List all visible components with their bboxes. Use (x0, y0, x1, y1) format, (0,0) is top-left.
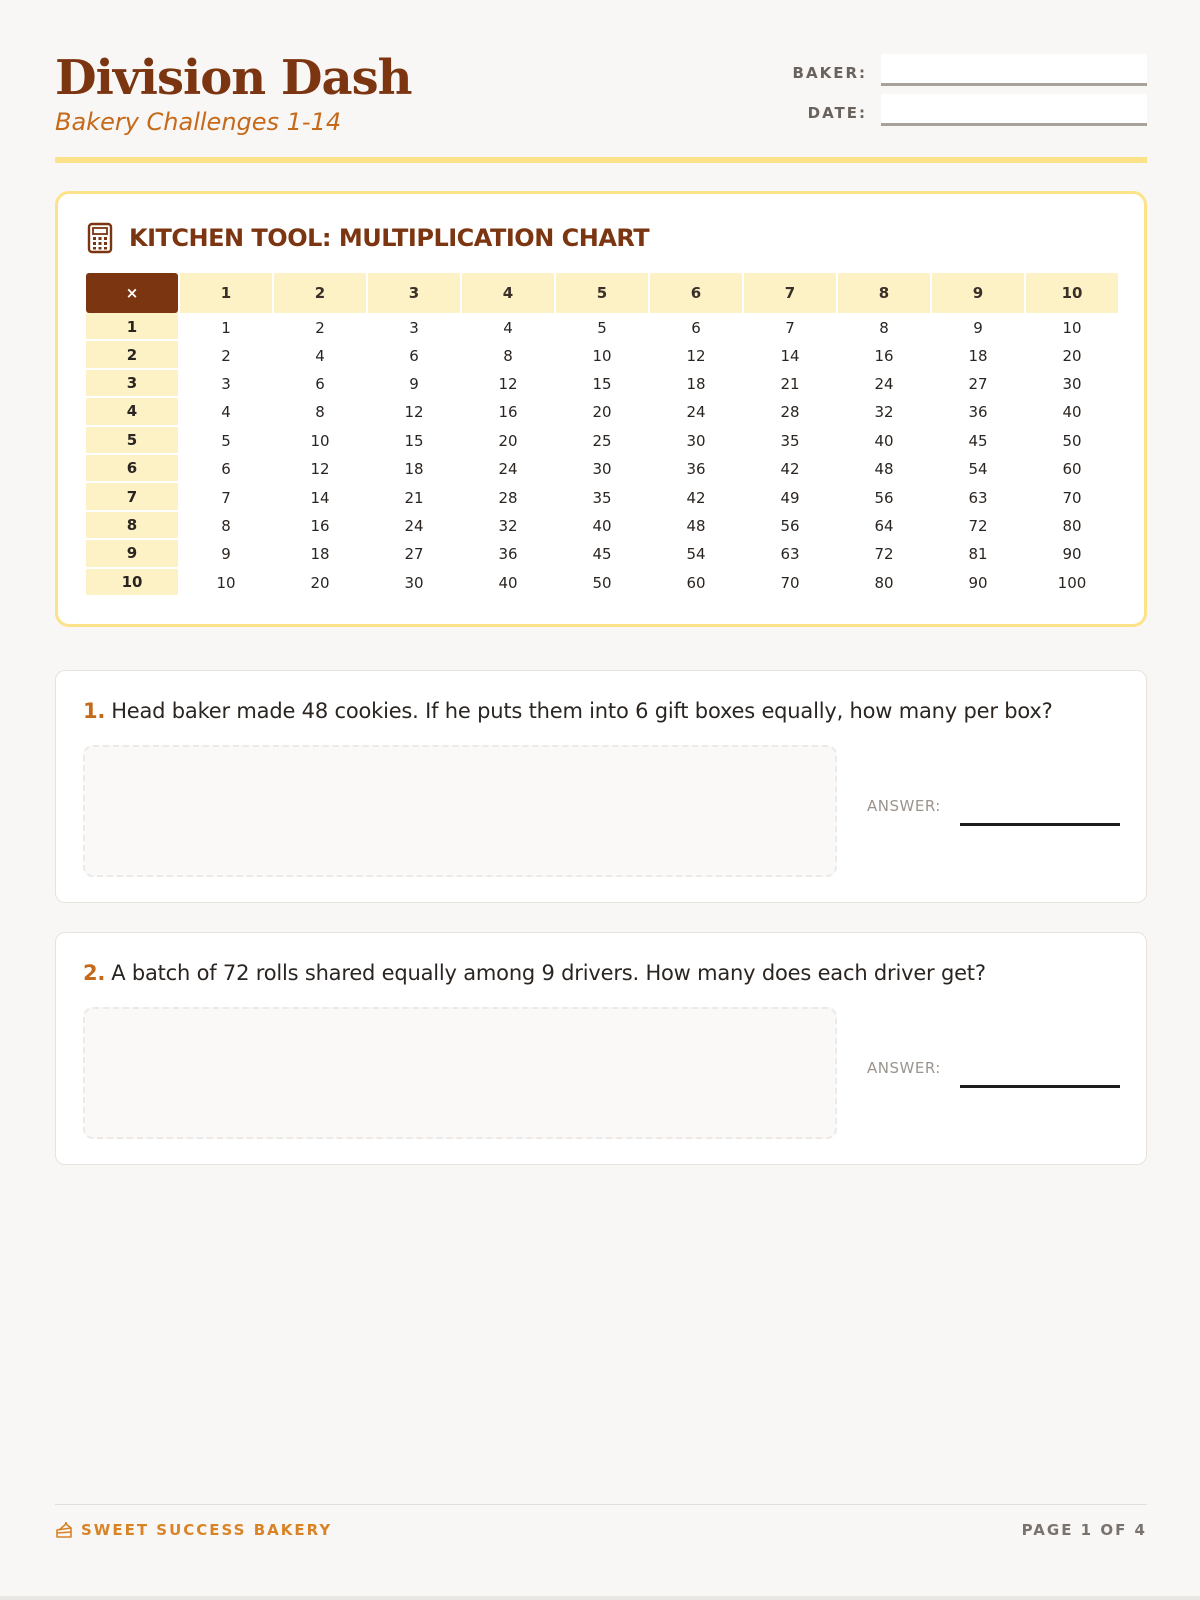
table-cell: 15 (592, 374, 612, 393)
row-header: 5 (86, 427, 178, 455)
table-cell: 9 (221, 545, 231, 564)
table-row (86, 540, 1118, 568)
row-header: 7 (86, 483, 178, 511)
table-cell: 40 (592, 516, 612, 535)
table-header-row (86, 273, 1118, 313)
row-header: 8 (86, 512, 178, 540)
table-row (86, 313, 1118, 341)
table-cell: 72 (968, 516, 988, 535)
table-cell: 30 (592, 460, 612, 479)
table-cell: 36 (686, 460, 706, 479)
chart-heading (87, 222, 649, 254)
row-header: 2 (86, 341, 178, 369)
table-cell: 54 (686, 545, 706, 564)
table-cell: 18 (404, 460, 424, 479)
table-cell: 5 (221, 431, 231, 450)
table-cell: 24 (686, 403, 706, 422)
table-cell: 30 (1062, 374, 1082, 393)
table-cell: 72 (874, 545, 894, 564)
problem-text: Head baker made 48 cookies. If he puts them into 6 gift boxes equally, how many per box? (111, 699, 1053, 723)
header (55, 50, 1147, 150)
table-cell: 7 (221, 488, 231, 507)
table-cell: 42 (780, 460, 800, 479)
table-cell: 35 (592, 488, 612, 507)
column-header: 7 (744, 273, 836, 313)
table-cell: 8 (221, 516, 231, 535)
table-cell: 10 (310, 431, 330, 450)
table-cell: 16 (498, 403, 518, 422)
table-cell: 50 (592, 573, 612, 592)
table-corner: × (86, 273, 178, 313)
table-cell: 80 (1062, 516, 1082, 535)
row-header: 9 (86, 540, 178, 568)
table-cell: 14 (780, 346, 800, 365)
column-header: 5 (556, 273, 648, 313)
table-row (86, 341, 1118, 369)
table-cell: 2 (315, 319, 325, 338)
table-cell: 28 (780, 403, 800, 422)
table-cell: 54 (968, 460, 988, 479)
column-header: 4 (462, 273, 554, 313)
problem-card (55, 932, 1147, 1165)
table-row (86, 569, 1118, 597)
table-cell: 1 (221, 319, 231, 338)
header-divider (55, 157, 1147, 163)
table-cell: 3 (221, 374, 231, 393)
table-cell: 24 (498, 460, 518, 479)
table-cell: 20 (310, 573, 330, 592)
table-cell: 20 (498, 431, 518, 450)
answer-label: ANSWER: (867, 797, 941, 815)
table-cell: 3 (409, 319, 419, 338)
column-header: 10 (1026, 273, 1118, 313)
table-row (86, 512, 1118, 540)
table-cell: 56 (874, 488, 894, 507)
table-cell: 63 (968, 488, 988, 507)
table-cell: 21 (404, 488, 424, 507)
table-cell: 10 (592, 346, 612, 365)
row-header: 10 (86, 569, 178, 597)
table-cell: 7 (785, 319, 795, 338)
table-cell: 27 (404, 545, 424, 564)
baker-row (757, 54, 1147, 86)
problem-number: 1. (83, 699, 106, 723)
cake-icon (55, 1521, 73, 1539)
page-title: Division Dash (55, 50, 412, 106)
date-field[interactable] (881, 94, 1147, 126)
chart-title: KITCHEN TOOL: MULTIPLICATION CHART (129, 224, 650, 252)
table-cell: 40 (874, 431, 894, 450)
column-header: 3 (368, 273, 460, 313)
page-subtitle: Bakery Challenges 1-14 (55, 108, 342, 136)
table-cell: 18 (968, 346, 988, 365)
bottom-band (0, 1596, 1200, 1600)
table-cell: 32 (874, 403, 894, 422)
table-cell: 32 (498, 516, 518, 535)
footer-divider (55, 1504, 1147, 1505)
table-cell: 6 (221, 460, 231, 479)
table-cell: 4 (503, 319, 513, 338)
table-cell: 15 (404, 431, 424, 450)
table-cell: 30 (404, 573, 424, 592)
table-cell: 24 (404, 516, 424, 535)
table-cell: 12 (404, 403, 424, 422)
table-cell: 40 (498, 573, 518, 592)
calculator-icon (87, 222, 113, 254)
column-header: 9 (932, 273, 1024, 313)
row-header: 3 (86, 370, 178, 398)
problem-text: A batch of 72 rolls shared equally among 9 drivers. How many does each driver get? (111, 961, 986, 985)
column-header: 2 (274, 273, 366, 313)
multiplication-chart-card (55, 191, 1147, 627)
table-cell: 36 (968, 403, 988, 422)
table-cell: 63 (780, 545, 800, 564)
table-cell: 20 (592, 403, 612, 422)
table-cell: 12 (686, 346, 706, 365)
table-cell: 8 (503, 346, 513, 365)
table-cell: 9 (973, 319, 983, 338)
table-cell: 60 (686, 573, 706, 592)
table-cell: 27 (968, 374, 988, 393)
problem-question (83, 699, 1053, 723)
table-cell: 6 (691, 319, 701, 338)
table-row (86, 427, 1118, 455)
answer-field[interactable] (960, 823, 1120, 826)
table-cell: 8 (879, 319, 889, 338)
work-area[interactable] (83, 745, 837, 877)
table-row (86, 398, 1118, 426)
table-cell: 81 (968, 545, 988, 564)
multiplication-table (84, 273, 1120, 597)
table-body (86, 313, 1118, 597)
table-cell: 10 (216, 573, 236, 592)
table-cell: 70 (780, 573, 800, 592)
table-cell: 30 (686, 431, 706, 450)
table-cell: 25 (592, 431, 612, 450)
table-cell: 9 (409, 374, 419, 393)
problem-card (55, 670, 1147, 903)
table-cell: 12 (310, 460, 330, 479)
table-cell: 2 (221, 346, 231, 365)
table-row (86, 455, 1118, 483)
table-cell: 70 (1062, 488, 1082, 507)
table-cell: 6 (409, 346, 419, 365)
footer-brand (55, 1521, 332, 1539)
table-cell: 10 (1062, 319, 1082, 338)
footer-brand-text: SWEET SUCCESS BAKERY (81, 1521, 333, 1539)
table-cell: 16 (310, 516, 330, 535)
table-cell: 42 (686, 488, 706, 507)
table-cell: 50 (1062, 431, 1082, 450)
row-header: 6 (86, 455, 178, 483)
column-header: 8 (838, 273, 930, 313)
table-cell: 6 (315, 374, 325, 393)
table-cell: 100 (1057, 573, 1087, 592)
table-cell: 49 (780, 488, 800, 507)
answer-field[interactable] (960, 1085, 1120, 1088)
table-cell: 18 (310, 545, 330, 564)
table-cell: 60 (1062, 460, 1082, 479)
problem-number: 2. (83, 961, 106, 985)
table-cell: 8 (315, 403, 325, 422)
row-header: 1 (86, 313, 178, 341)
table-cell: 56 (780, 516, 800, 535)
table-cell: 80 (874, 573, 894, 592)
table-cell: 40 (1062, 403, 1082, 422)
table-row (86, 483, 1118, 511)
table-cell: 90 (1062, 545, 1082, 564)
work-area[interactable] (83, 1007, 837, 1139)
problem-question (83, 961, 986, 985)
table-cell: 21 (780, 374, 800, 393)
table-cell: 12 (498, 374, 518, 393)
table-cell: 28 (498, 488, 518, 507)
baker-field[interactable] (881, 54, 1147, 86)
table-cell: 45 (592, 545, 612, 564)
table-cell: 14 (310, 488, 330, 507)
table-cell: 16 (874, 346, 894, 365)
table-cell: 64 (874, 516, 894, 535)
table-cell: 90 (968, 573, 988, 592)
column-header: 1 (180, 273, 272, 313)
table-cell: 48 (686, 516, 706, 535)
date-row (757, 94, 1147, 126)
table-cell: 35 (780, 431, 800, 450)
answer-label: ANSWER: (867, 1059, 941, 1077)
baker-label: BAKER: (792, 64, 867, 82)
table-cell: 48 (874, 460, 894, 479)
table-row (86, 370, 1118, 398)
page-number: PAGE 1 OF 4 (1021, 1521, 1147, 1539)
table-cell: 36 (498, 545, 518, 564)
date-label: DATE: (807, 104, 867, 122)
row-header: 4 (86, 398, 178, 426)
table-cell: 5 (597, 319, 607, 338)
table-cell: 20 (1062, 346, 1082, 365)
table-cell: 18 (686, 374, 706, 393)
table-cell: 4 (221, 403, 231, 422)
table-cell: 45 (968, 431, 988, 450)
column-header: 6 (650, 273, 742, 313)
table-cell: 4 (315, 346, 325, 365)
table-cell: 24 (874, 374, 894, 393)
